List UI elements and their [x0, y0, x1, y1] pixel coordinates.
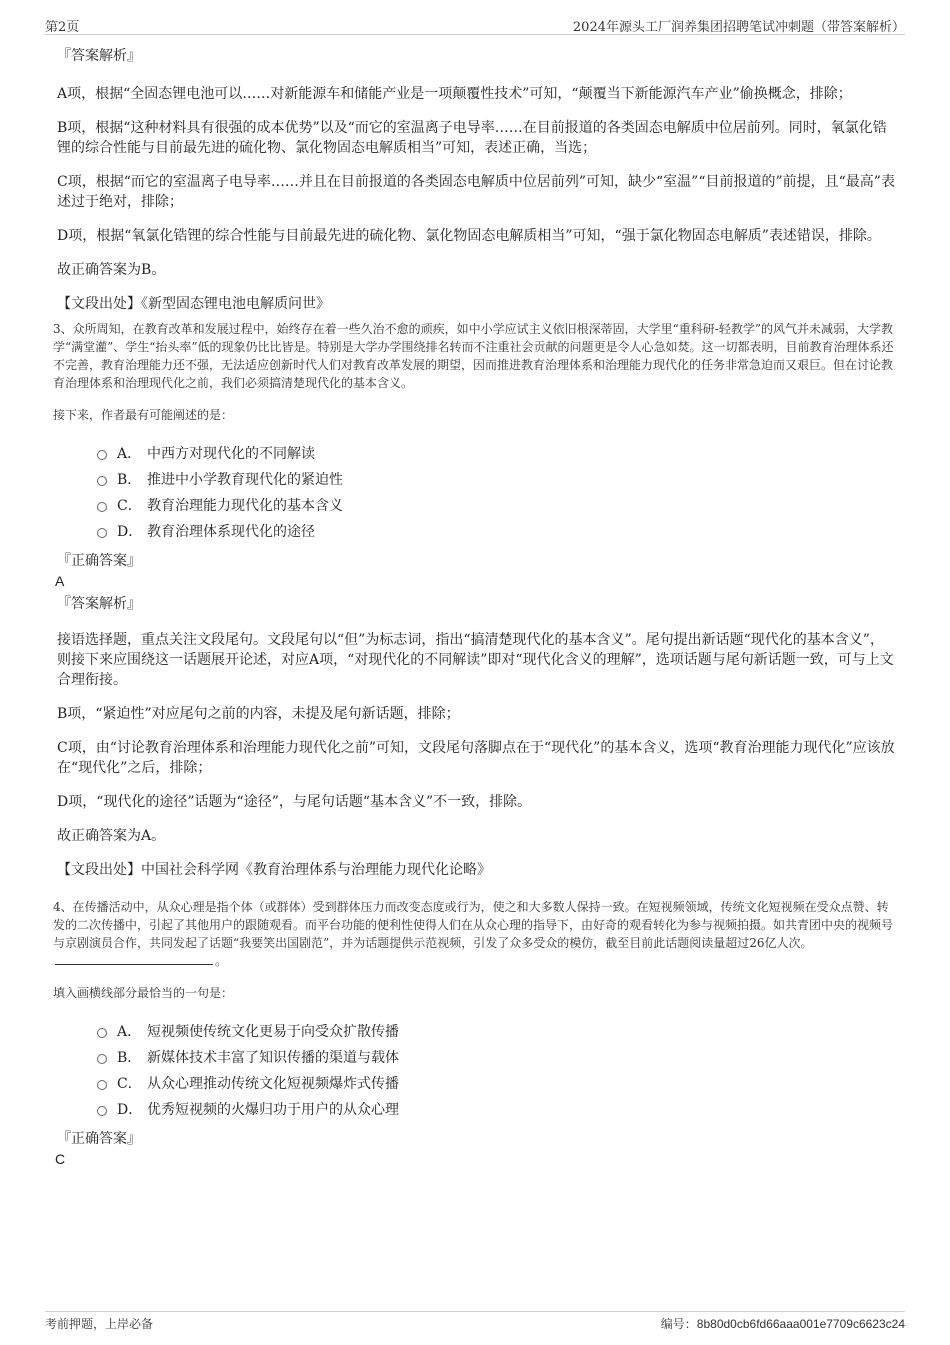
- page-header: [45, 14, 905, 35]
- analysis-paragraphs: [57, 84, 895, 280]
- question-4-options: [97, 1018, 895, 1122]
- analysis-label: 『答案解析』: [57, 48, 141, 64]
- question-4-prompt: 填入画横线部分最恰当的一句是：: [53, 986, 234, 1000]
- analysis-paragraph: C项，由“讨论教育治理体系和治理能力现代化之前”可知，文段尾句落脚点在于“现代化”的基本含义，选项“教育治理能力现代化”应该放在“现代化”之后，排除；: [57, 740, 895, 776]
- correct-answer-label: 『正确答案』: [57, 1131, 141, 1147]
- answer-option[interactable]: [97, 466, 895, 492]
- answer-option[interactable]: [97, 1096, 895, 1122]
- analysis-paragraph: B项，“紧迫性”对应尾句之前的内容，未提及尾句新话题，排除；: [57, 706, 460, 722]
- analysis-paragraph: B项，根据“这种材料具有很强的成本优势”以及“而它的室温离子电导率……在目前报道的各类固态电解质中位居前列。同时，氧氯化锆锂的综合性能与目前最先进的硫化物、氯化物固态电解质相当”可知，表述正确，当选；: [57, 120, 887, 156]
- page-number: 第2页: [45, 20, 80, 35]
- radio-icon[interactable]: [97, 502, 107, 512]
- analysis-paragraph: 故正确答案为A。: [57, 828, 166, 844]
- option-letter: D．: [117, 524, 143, 540]
- analysis-paragraph: A项，根据“全固态锂电池可以……对新能源车和储能产业是一项颠覆性技术”可知，“颠覆当下新能源汽车产业”偷换概念，排除；: [57, 86, 852, 102]
- question-3-prompt: 接下来，作者最有可能阐述的是：: [53, 408, 234, 422]
- option-text: 新媒体技术丰富了知识传播的渠道与载体: [147, 1050, 399, 1066]
- correct-answer-value: A: [55, 573, 65, 589]
- option-text: 中西方对现代化的不同解读: [147, 446, 315, 462]
- analysis-paragraph: D项，“现代化的途径”话题为“途径”，与尾句话题“基本含义”不一致，排除。: [57, 794, 532, 810]
- answer-option[interactable]: [97, 1070, 895, 1096]
- document-body: [53, 46, 895, 1172]
- option-text: 推进中小学教育现代化的紧迫性: [147, 472, 343, 488]
- question-3-text: 3、众所周知，在教育改革和发展过程中，始终存在着一些久治不愈的顽疾，如中小学应试主义依旧根深蒂固，大学里“重科研-轻教学”的风气并未减弱，大学教学“满堂灌”、学生“抬头率”低的现象仍比比皆是。特别是大学办学围绕排名转而不注重社会贡献的问题更是令人心急如焚。这一切都表明，目前教育治理体系还不完善，教育治理能力还不强，无法适应创新时代人们对教育改革发展的期望，因而推进教育治理体系和治理能力现代化的任务非常急迫而又艰巨。但在讨论教育治理体系和治理现代化之前，我们必须搞清楚现代化的基本含义。: [53, 322, 894, 390]
- option-letter: C．: [117, 498, 142, 514]
- option-text: 教育治理能力现代化的基本含义: [147, 498, 343, 514]
- option-text: 从众心理推动传统文化短视频爆炸式传播: [147, 1076, 399, 1092]
- passage-source: 【文段出处】《新型固态锂电池电解质问世》: [57, 296, 330, 312]
- option-letter: B．: [117, 1050, 142, 1066]
- option-letter: B．: [117, 472, 142, 488]
- radio-icon[interactable]: [97, 1106, 107, 1116]
- answer-option[interactable]: [97, 518, 895, 544]
- question-3-options: [97, 440, 895, 544]
- fill-blank: [55, 952, 213, 965]
- radio-icon[interactable]: [97, 528, 107, 538]
- radio-icon[interactable]: [97, 1028, 107, 1038]
- correct-answer-label: 『正确答案』: [57, 553, 141, 569]
- option-letter: A．: [117, 446, 142, 462]
- answer-option[interactable]: [97, 1018, 895, 1044]
- passage-source: 【文段出处】中国社会科学网《教育治理体系与治理能力现代化论略》: [57, 862, 491, 878]
- question-4-text-before: 4、在传播活动中，从众心理是指个体（或群体）受到群体压力而改变态度或行为，使之和大多数人保持一致。在短视频领域，传统文化短视频在受众点赞、转发的二次传播中，引起了其他用户的跟随观看。而平台功能的便利性使得人们在从众心理的指导下，由好奇的观看转化为参与视频拍摄。如共青团中央的视频号与京剧演员合作，共同发起了话题“我要笑出国剧范”，并为话题提供示范视频，引发了众多受众的模仿，截至目前此话题阅读量超过26亿人次。: [53, 900, 894, 950]
- option-letter: D．: [117, 1102, 143, 1118]
- radio-icon[interactable]: [97, 476, 107, 486]
- question-4-text: [53, 898, 898, 970]
- document-title: 2024年源头工厂润养集团招聘笔试冲刺题（带答案解析）: [572, 20, 905, 35]
- option-text: 短视频使传统文化更易于向受众扩散传播: [147, 1024, 399, 1040]
- analysis-paragraphs: [57, 630, 895, 846]
- option-letter: C．: [117, 1076, 142, 1092]
- option-text: 优秀短视频的火爆归功于用户的从众心理: [147, 1102, 399, 1118]
- document-code-value: 8b80d0cb6fd66aaa001e7709c6623c24: [696, 1317, 905, 1331]
- option-text: 教育治理体系现代化的途径: [147, 524, 315, 540]
- correct-answer-value: C: [55, 1151, 66, 1167]
- document-code: [661, 1315, 905, 1332]
- question-4-text-after: 。: [215, 954, 228, 968]
- document-code-label: 编号：: [660, 1317, 697, 1331]
- analysis-paragraph: 故正确答案为B。: [57, 262, 166, 278]
- analysis-paragraph: C项，根据“而它的室温离子电导率……并且在目前报道的各类固态电解质中位居前列”可知，缺少“室温”“目前报道的”前提，且“最高”表述过于绝对，排除；: [57, 174, 895, 210]
- analysis-label: 『答案解析』: [57, 596, 141, 612]
- option-letter: A．: [117, 1024, 142, 1040]
- answer-option[interactable]: [97, 492, 895, 518]
- radio-icon[interactable]: [97, 450, 107, 460]
- page-footer: [45, 1311, 905, 1334]
- analysis-paragraph: 接语选择题，重点关注文段尾句。文段尾句以“但”为标志词，指出“搞清楚现代化的基本含义”。尾句提出新话题“现代化的基本含义”，则接下来应围绕这一话题展开论述，对应A项，“对现代化的不同解读”即对“现代化含义的理解”，选项话题与尾句新话题一致，可与上文合理衔接。: [57, 632, 894, 688]
- radio-icon[interactable]: [97, 1054, 107, 1064]
- footer-slogan: 考前押题，上岸必备: [45, 1317, 154, 1331]
- radio-icon[interactable]: [97, 1080, 107, 1090]
- answer-option[interactable]: [97, 1044, 895, 1070]
- analysis-paragraph: D项，根据“氧氯化锆锂的综合性能与目前最先进的硫化物、氯化物固态电解质相当”可知，“强于氯化物固态电解质”表述错误，排除。: [57, 228, 881, 244]
- answer-option[interactable]: [97, 440, 895, 466]
